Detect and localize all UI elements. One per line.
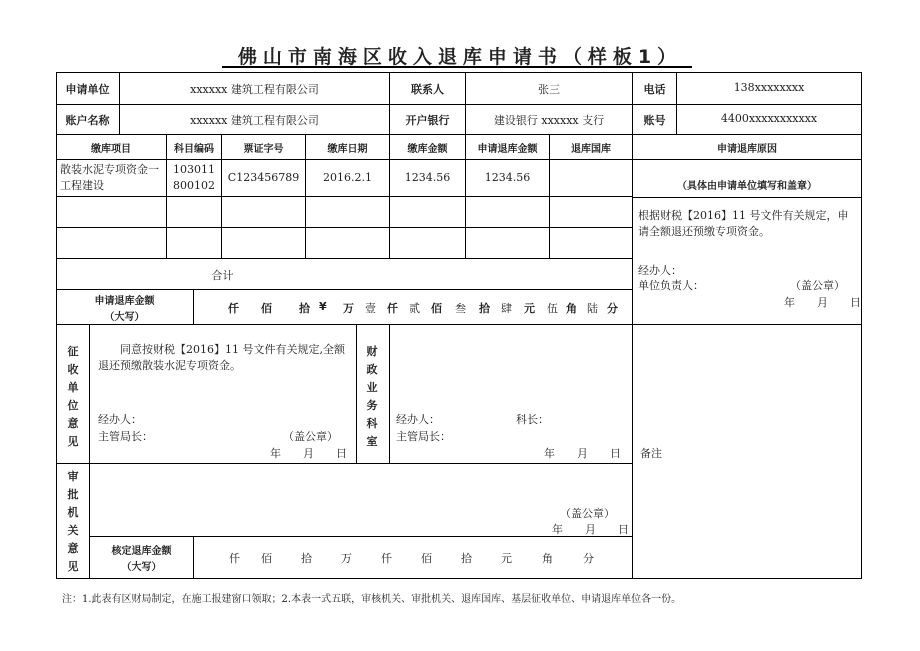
caps-digit: 肆 — [501, 302, 512, 315]
account-name-value: xxxxxx 建筑工程有限公司 — [190, 114, 319, 127]
collection-date: 年 月 日 — [270, 447, 347, 460]
reason-hint: （具体由申请单位填写和盖章） — [677, 181, 817, 192]
finance-chief: 主管局长： — [396, 430, 451, 443]
row1-amount: 1234.56 — [404, 171, 451, 184]
applicant-label: 申请单位 — [65, 83, 110, 96]
caps-digit: 壹 — [365, 302, 376, 315]
account-no-label: 账号 — [643, 114, 666, 127]
page-title: 佛山市南海区收入退库申请书（样板1） — [237, 46, 683, 68]
approved-amount-label-sub: （大写） — [121, 562, 162, 573]
approved-unit: 仟 — [381, 552, 392, 565]
row1-refund: 1234.56 — [484, 171, 531, 184]
approved-unit: 拾 — [301, 552, 312, 565]
approval-date: 年 月 日 — [552, 523, 629, 536]
phone-label: 电话 — [643, 83, 666, 96]
row1-date: 2016.2.1 — [323, 171, 372, 184]
account-no-value: 4400xxxxxxxxxxx — [720, 112, 818, 125]
bank-value: 建设银行 xxxxxx 支行 — [493, 114, 605, 127]
caps-unit: 拾 — [299, 302, 310, 315]
col-header-refund: 申请退库金额 — [477, 144, 538, 155]
caps-unit: 万 — [343, 302, 354, 315]
caps-digit: 陆 — [587, 302, 598, 315]
row1-code: 103011800102 — [173, 163, 215, 192]
caps-unit: 佰 — [431, 302, 442, 315]
caps-unit: 元 — [524, 302, 535, 315]
amount-caps-units — [193, 300, 632, 314]
approved-unit: 拾 — [461, 552, 472, 565]
approved-unit: 分 — [583, 552, 594, 565]
contact-label: 联系人 — [411, 83, 444, 96]
caps-digit: 叁 — [455, 302, 466, 315]
phone-value: 138xxxxxxxx — [733, 81, 805, 94]
col-header-ticket: 票证字号 — [243, 144, 284, 155]
caps-unit: 仟 — [387, 302, 398, 315]
account-name-label: 账户名称 — [65, 114, 110, 127]
finance-handler: 经办人： — [396, 413, 440, 426]
col-header-treasury: 退库国库 — [571, 144, 611, 155]
approved-unit: 仟 — [229, 552, 240, 565]
approved-unit: 万 — [341, 552, 352, 565]
caps-unit: 拾 — [479, 302, 490, 315]
approved-amount-label: 核定退库金额 — [111, 546, 172, 557]
caps-unit: 佰 — [261, 302, 272, 315]
collection-chief: 主管局长： — [98, 430, 153, 443]
col-header-item: 缴库项目 — [91, 144, 131, 155]
collection-seal: （盖公章） — [283, 430, 338, 443]
approved-unit: 元 — [501, 552, 512, 565]
caps-unit: 仟 — [228, 302, 239, 315]
caps-unit: ¥ — [319, 300, 327, 313]
col-header-code: 科目编码 — [174, 144, 214, 155]
bank-label: 开户银行 — [405, 114, 450, 127]
footnote: 注：1.此表有区财局制定，在施工报建窗口领取；2.本表一式五联，审核机关、审批机关、退库国库、基层征收单位、申请退库单位各一份。 — [62, 594, 682, 605]
applicant-value: xxxxxx 建筑工程有限公司 — [190, 83, 319, 96]
caps-digit: 伍 — [547, 302, 558, 315]
col-header-reason: 申请退库原因 — [717, 144, 777, 155]
caps-digit: 贰 — [409, 302, 420, 315]
collection-handler: 经办人： — [98, 413, 142, 426]
caps-unit: 分 — [607, 302, 618, 315]
contact-value: 张三 — [538, 83, 560, 96]
title-underline — [222, 66, 692, 68]
finance-label: 财政业务科室 — [366, 345, 378, 448]
reason-date: 年 月 日 — [784, 296, 861, 309]
amount-caps-label: 申请退库金额 — [94, 296, 155, 307]
amount-caps-label-sub: （大写） — [104, 312, 145, 323]
total-label: 合计 — [211, 269, 234, 282]
col-header-date: 缴库日期 — [327, 144, 368, 155]
finance-date: 年 月 日 — [544, 447, 621, 460]
row1-item: 散装水泥专项资金一工程建设 — [60, 163, 159, 192]
approved-unit: 佰 — [261, 552, 272, 565]
collection-label: 征收单位意见 — [67, 345, 79, 448]
reason-seal: （盖公章） — [790, 279, 845, 292]
reason-unit-head: 单位负责人： — [638, 279, 704, 292]
col-header-amount: 缴库金额 — [407, 144, 448, 155]
remark-label: 备注 — [640, 447, 662, 460]
reason-handler: 经办人： — [638, 264, 682, 277]
row1-ticket: C123456789 — [227, 171, 300, 184]
approved-unit: 角 — [542, 552, 553, 565]
reason-text: 根据财税【2016】11 号文件有关规定，申请全额退还预缴专项资金。 — [638, 209, 849, 238]
approved-unit: 佰 — [421, 552, 432, 565]
approval-seal: （盖公章） — [560, 507, 615, 520]
finance-section-chief: 科长： — [516, 413, 549, 426]
approval-label: 审批机关意见 — [67, 470, 79, 573]
approved-amount-units — [193, 550, 632, 564]
collection-text: 同意按财税【2016】11 号文件有关规定,全额退还预缴散装水泥专项资金。 — [98, 343, 345, 372]
caps-unit: 角 — [566, 302, 577, 315]
